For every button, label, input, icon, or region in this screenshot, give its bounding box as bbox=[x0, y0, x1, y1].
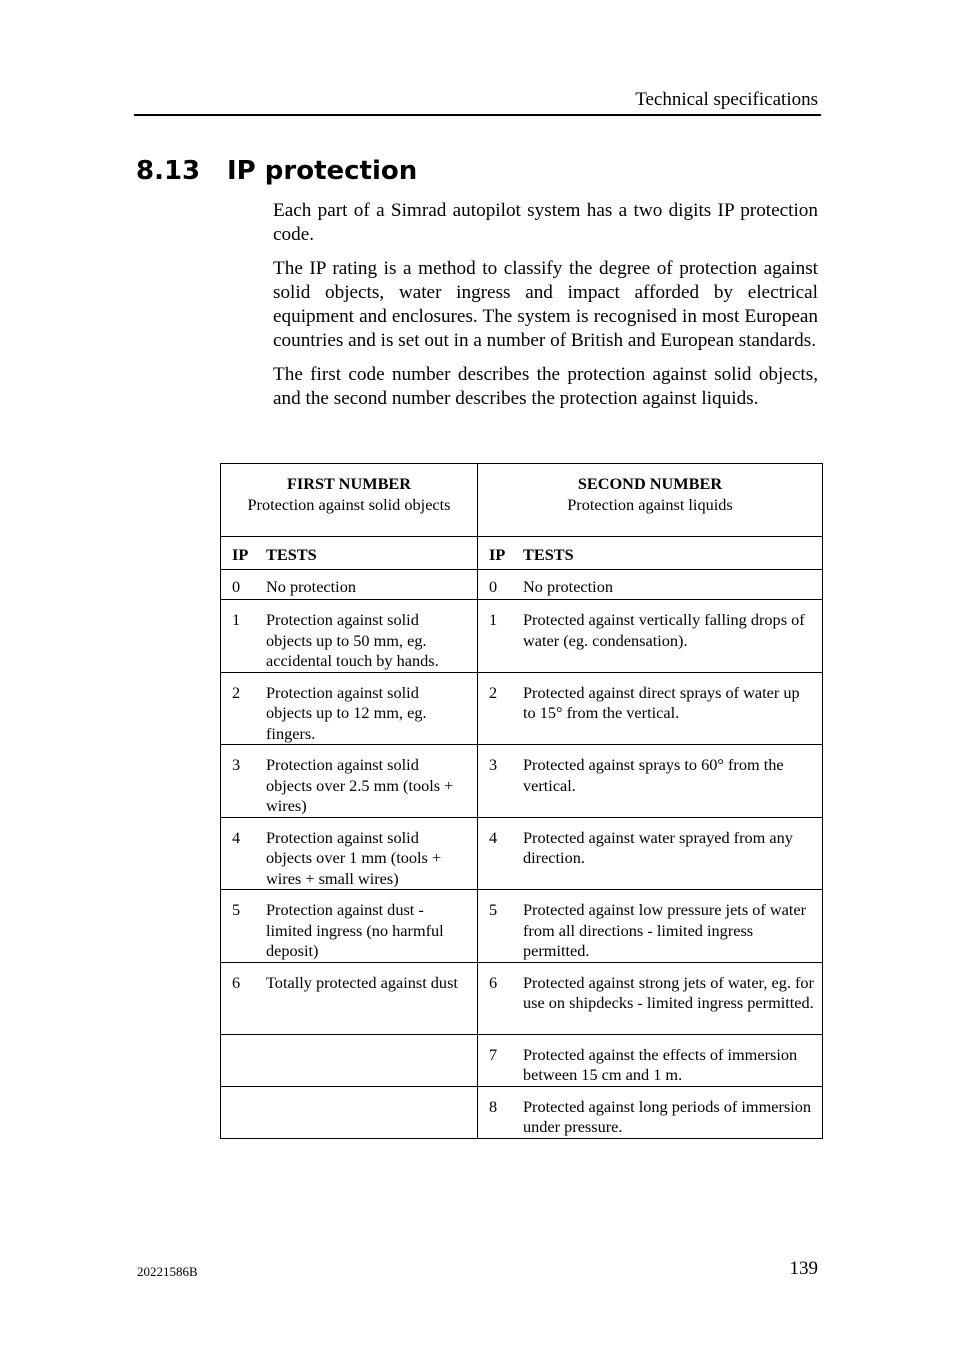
ip-column-header: IP bbox=[489, 545, 506, 564]
ip-code: 0 bbox=[489, 577, 498, 596]
table-row bbox=[221, 672, 823, 745]
second-number-header bbox=[478, 464, 823, 537]
running-header: Technical specifications bbox=[635, 89, 818, 110]
ip-code: 7 bbox=[489, 1044, 498, 1064]
table-row bbox=[221, 570, 823, 600]
table-row bbox=[221, 962, 823, 1034]
paragraph: The IP rating is a method to classify the degree of protection against solid objects, water ingress and impact afforded by electrical equipment and enclosures. The system is recognised in most European countries and is set out in a number of British and European standards. bbox=[273, 257, 818, 352]
test-description: No protection bbox=[523, 577, 613, 596]
paragraph: The first code number describes the protection against solid objects, and the second number describes the protection against liquids. bbox=[273, 363, 818, 410]
test-description: Protection against solid objects over 1 mm (tools + wires + small wires) bbox=[266, 827, 442, 888]
ip-code: 2 bbox=[489, 682, 498, 702]
first-number-subtitle: Protection against solid objects bbox=[247, 494, 451, 514]
first-column-headers bbox=[221, 537, 478, 570]
test-description: Protected against low pressure jets of water from all directions - limited ingress permitted. bbox=[523, 900, 807, 960]
table-row bbox=[221, 745, 823, 818]
test-description: Protection against solid objects up to 12 mm, eg. fingers. bbox=[266, 682, 427, 743]
ip-column-header: IP bbox=[232, 545, 249, 564]
ip-code: 5 bbox=[232, 900, 241, 919]
second-number-title: SECOND NUMBER bbox=[577, 474, 723, 493]
test-description: Totally protected against dust bbox=[266, 972, 458, 992]
page-number: 139 bbox=[789, 1258, 818, 1279]
test-description: Protected against long periods of immersion under pressure. bbox=[523, 1096, 812, 1136]
paragraph: Each part of a Simrad autopilot system has a two digits IP protection code. bbox=[273, 200, 818, 246]
ip-code: 3 bbox=[489, 755, 498, 774]
ip-code: 1 bbox=[489, 610, 498, 629]
ip-code: 0 bbox=[232, 577, 241, 596]
first-number-title: FIRST NUMBER bbox=[286, 474, 412, 493]
ip-protection-table bbox=[220, 463, 823, 1139]
section-number: 8.13 bbox=[136, 156, 201, 186]
test-description: Protection against solid objects up to 50 mm, eg. accidental touch by hands. bbox=[266, 610, 439, 670]
ip-code: 3 bbox=[232, 755, 241, 774]
document-number: 20221586B bbox=[137, 1264, 198, 1279]
ip-code: 4 bbox=[489, 827, 498, 847]
test-description: Protection against dust - limited ingress (no harmful deposit) bbox=[266, 900, 444, 960]
table-row bbox=[221, 1086, 823, 1138]
table-row bbox=[221, 600, 823, 673]
ip-code: 6 bbox=[232, 972, 241, 992]
first-number-header bbox=[221, 464, 478, 537]
body-text bbox=[273, 199, 818, 420]
second-column-headers bbox=[478, 537, 823, 570]
test-description: Protection against solid objects over 2.5 mm (tools + wires) bbox=[266, 755, 454, 815]
ip-code: 6 bbox=[489, 972, 498, 992]
test-description: Protected against vertically falling drops of water (eg. condensation). bbox=[523, 610, 805, 650]
table-header-row bbox=[221, 464, 823, 537]
header-rule bbox=[134, 114, 821, 116]
tests-column-header: TESTS bbox=[266, 545, 317, 564]
table-row bbox=[221, 890, 823, 963]
second-number-subtitle: Protection against liquids bbox=[567, 494, 733, 514]
ip-code: 2 bbox=[232, 682, 241, 702]
ip-code: 5 bbox=[489, 900, 498, 919]
test-description: Protected against water sprayed from any direction. bbox=[523, 827, 793, 867]
test-description: Protected against sprays to 60° from the vertical. bbox=[523, 755, 784, 795]
test-description: Protected against the effects of immersion between 15 cm and 1 m. bbox=[523, 1044, 798, 1084]
test-description: Protected against strong jets of water, eg. for use on shipdecks - limited ingress permitted. bbox=[523, 972, 814, 1012]
test-description: No protection bbox=[266, 577, 356, 596]
tests-column-header: TESTS bbox=[523, 545, 574, 564]
ip-code: 1 bbox=[232, 610, 241, 629]
ip-code: 4 bbox=[232, 827, 241, 847]
table-row bbox=[221, 1034, 823, 1086]
ip-code: 8 bbox=[489, 1096, 498, 1116]
section-heading bbox=[136, 156, 417, 186]
test-description: Protected against direct sprays of water up to 15° from the vertical. bbox=[523, 682, 800, 722]
column-header-row bbox=[221, 537, 823, 570]
table-row bbox=[221, 817, 823, 890]
section-title: IP protection bbox=[227, 156, 418, 186]
